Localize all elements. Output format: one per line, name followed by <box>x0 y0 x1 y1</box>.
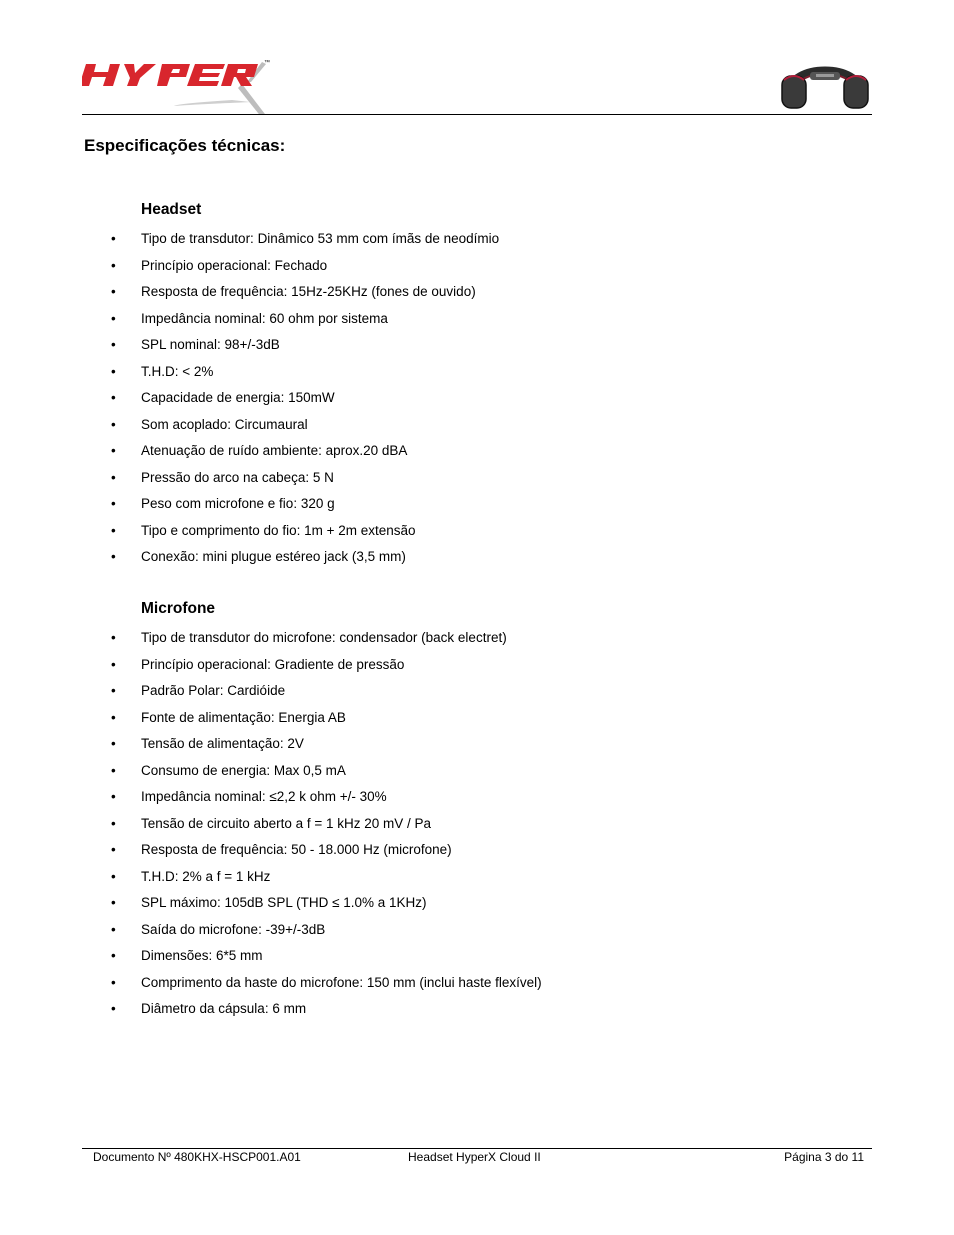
bullet: • <box>111 974 116 990</box>
header-divider <box>82 114 872 115</box>
bullet: • <box>111 310 116 326</box>
bullet: • <box>111 416 116 432</box>
page-header <box>82 50 872 116</box>
bullet: • <box>111 390 116 405</box>
headset-product-icon <box>780 54 870 112</box>
bullet: • <box>111 443 116 458</box>
hyperx-logo <box>82 58 272 114</box>
bullet: • <box>111 709 116 725</box>
bullet: • <box>111 762 116 778</box>
bullet: • <box>111 656 116 672</box>
bullet: • <box>111 921 116 937</box>
bullet: • <box>111 842 116 857</box>
footer-page-number: Página 3 do 11 <box>784 1150 864 1164</box>
bullet: • <box>111 630 116 645</box>
bullet: • <box>111 1001 116 1016</box>
bullet: • <box>111 257 116 273</box>
footer-product-name: Headset HyperX Cloud II <box>408 1150 541 1164</box>
page-title: Especificações técnicas: <box>84 136 286 155</box>
bullet: • <box>111 363 116 379</box>
bullet: • <box>111 948 116 963</box>
section-title-headset: Headset <box>141 201 202 218</box>
bullet: • <box>111 815 116 831</box>
bullet: • <box>111 522 116 538</box>
bullet: • <box>111 496 116 511</box>
bullet: • <box>111 868 116 884</box>
bullet: • <box>111 895 116 910</box>
bullet: • <box>111 231 116 246</box>
bullet: • <box>111 284 116 299</box>
bullet: • <box>111 469 116 485</box>
bullet: • <box>111 789 116 804</box>
bullet: • <box>111 549 116 564</box>
bullet: • <box>111 683 116 698</box>
trademark-symbol: ™ <box>264 60 270 66</box>
bullet: • <box>111 337 116 352</box>
footer-document-number: Documento Nº 480KHX-HSCP001.A01 <box>93 1150 301 1164</box>
section-title-microfone: Microfone <box>141 600 216 617</box>
bullet: • <box>111 736 116 751</box>
footer-divider <box>82 1148 872 1149</box>
